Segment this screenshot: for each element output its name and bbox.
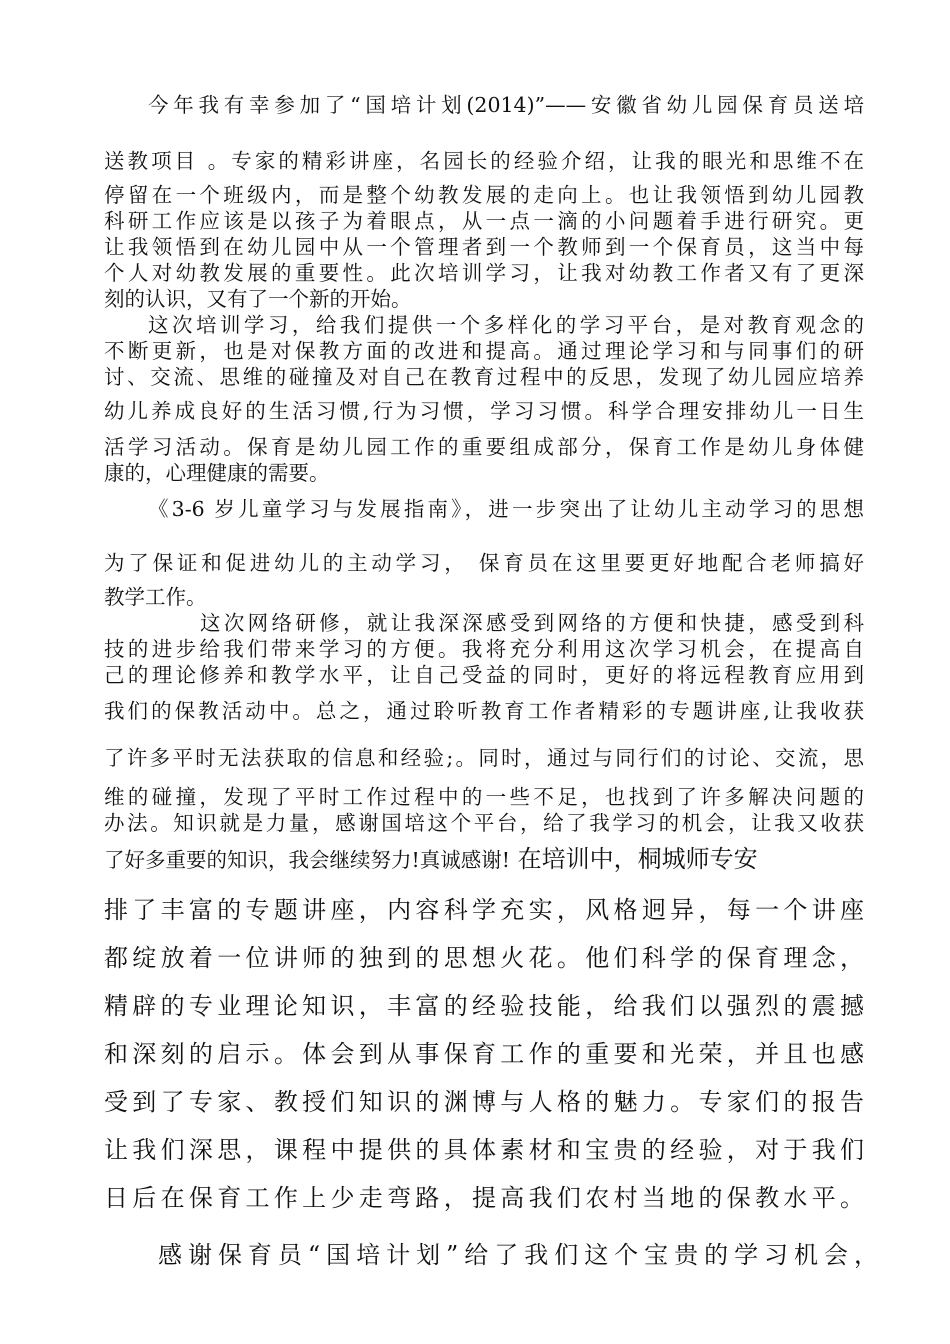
mixed-line-large-text: 在培训中，桐城师专安: [509, 845, 758, 873]
paragraph-line: 让我们深思，课程中提供的具体素材和宝贵的经验，对于我们: [104, 1136, 864, 1164]
paragraph-line: 让我领悟到在幼儿园中从一个管理者到一个教师到一个保育员，这当中每: [104, 235, 864, 259]
paragraph-line: 受到了专家、教授们知识的渊博与人格的魅力。专家们的报告: [104, 1088, 864, 1116]
paragraph-line: 不断更新，也是对保教方面的改进和提高。通过理论学习和与同事们的研: [104, 339, 864, 363]
paragraph-line: 这次网络研修，就让我深深感受到网络的方便和快捷，感受到科: [200, 611, 864, 635]
paragraph-line: 今年我有幸参加了“国培计划(2014)”——安徽省幼儿园保育员送培: [148, 93, 864, 117]
paragraph-line: 为了保证和促进幼儿的主动学习， 保育员在这里要更好地配合老师搞好: [104, 551, 864, 575]
paragraph-line: 刻的认识，又有了一个新的开始。: [104, 287, 412, 311]
paragraph-line: 《3-6 岁儿童学习与发展指南》，进一步突出了让幼儿主动学习的思想: [148, 497, 864, 521]
paragraph-line: 了许多平时无法获取的信息和经验;。同时，通过与同行们的讨论、交流，思: [104, 746, 864, 770]
paragraph-line: 教学工作。: [104, 585, 207, 609]
paragraph-line: 康的，心理健康的需要。: [104, 461, 330, 485]
paragraph-line: 停留在一个班级内，而是整个幼教发展的走向上。也让我领悟到幼儿园教: [104, 183, 864, 207]
paragraph-line: 送教项目 。专家的精彩讲座，名园长的经验介绍，让我的眼光和思维不在: [104, 149, 864, 173]
paragraph-line: 技的进步给我们带来学习的方便。我将充分利用这次学习机会，在提高自: [104, 637, 864, 661]
paragraph-line: 维的碰撞，发现了平时工作过程中的一些不足，也找到了许多解决问题的: [104, 785, 864, 809]
paragraph-line: 科研工作应该是以孩子为着眼点，从一点一滴的小问题着手进行研究。更: [104, 209, 864, 233]
paragraph-line: 活学习活动。保育是幼儿园工作的重要组成部分，保育工作是幼儿身体健: [104, 435, 864, 459]
paragraph-line: 幼儿养成良好的生活习惯,行为习惯，学习习惯。科学合理安排幼儿一日生: [104, 399, 864, 423]
paragraph-line: 精辟的专业理论知识，丰富的经验技能，给我们以强烈的震撼: [104, 992, 864, 1020]
paragraph-line: 己的理论修养和教学水平，让自己受益的同时，更好的将远程教育应用到: [104, 663, 864, 687]
paragraph-line: 排了丰富的专题讲座，内容科学充实，风格迥异，每一个讲座: [104, 896, 864, 924]
paragraph-line: 讨、交流、思维的碰撞及对自己在教育过程中的反思，发现了幼儿园应培养: [104, 365, 864, 389]
mixed-line-small-text: 了好多重要的知识，我会继续努力!真诚感谢!: [104, 848, 510, 872]
paragraph-line: 和深刻的启示。体会到从事保育工作的重要和光荣，并且也感: [104, 1040, 864, 1068]
paragraph-line: 感谢保育员“国培计划”给了我们这个宝贵的学习机会，: [158, 1241, 878, 1269]
mixed-paragraph-line: [104, 846, 864, 873]
paragraph-line: 这次培训学习，给我们提供一个多样化的学习平台，是对教育观念的: [148, 313, 864, 337]
paragraph-line: 都绽放着一位讲师的独到的思想火花。他们科学的保育理念，: [104, 944, 864, 972]
paragraph-line: 我们的保教活动中。总之，通过聆听教育工作者精彩的专题讲座,让我收获: [104, 699, 864, 723]
paragraph-line: 日后在保育工作上少走弯路，提高我们农村当地的保教水平。: [104, 1184, 864, 1212]
paragraph-line: 个人对幼教发展的重要性。此次培训学习，让我对幼教工作者又有了更深: [104, 261, 864, 285]
paragraph-line: 办法。知识就是力量，感谢国培这个平台，给了我学习的机会，让我又收获: [104, 811, 864, 835]
